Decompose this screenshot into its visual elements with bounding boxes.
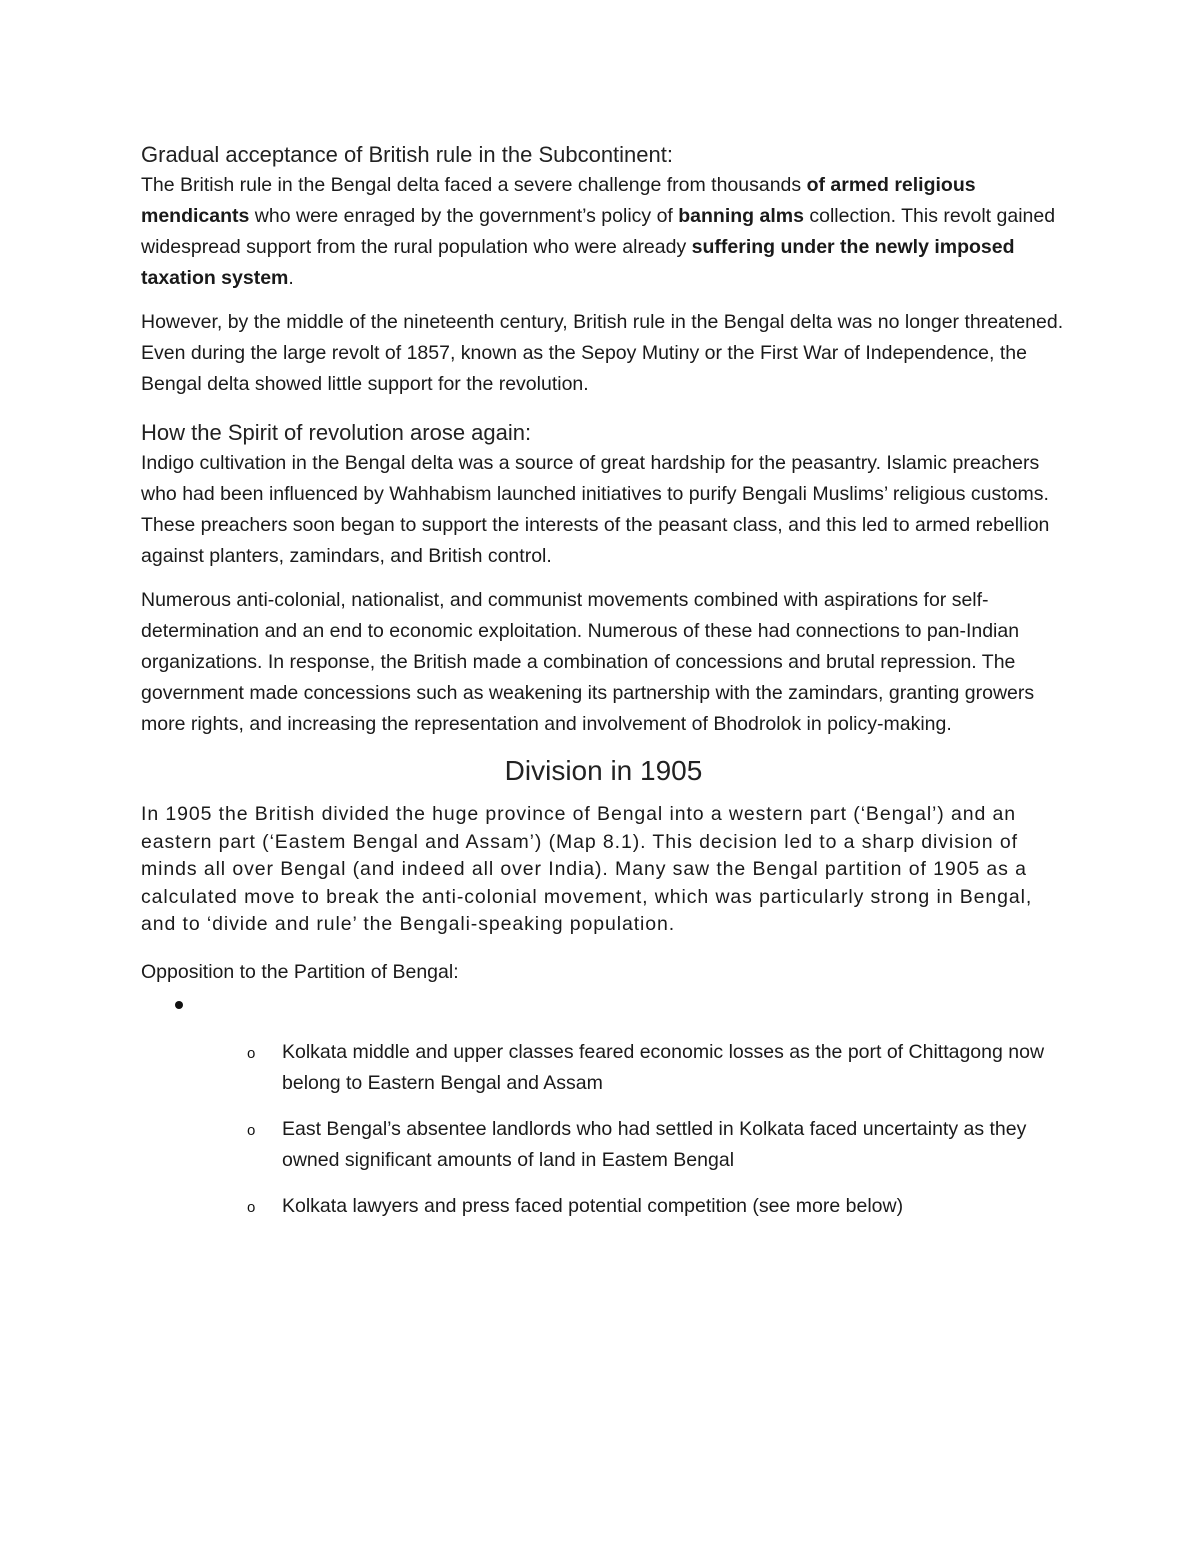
opposition-sub-list	[141, 1037, 1066, 1222]
circle-bullet-icon: o	[247, 1198, 256, 1216]
text-run: The British rule in the Bengal delta faced a severe challenge from thousands	[141, 174, 807, 196]
text-run: who were enraged by the government’s policy of	[249, 205, 679, 227]
paragraph-indigo-cultivation: Indigo cultivation in the Bengal delta was a source of great hardship for the peasantry. Islamic preachers who had been influenced by Wahhabism launched initiatives to purify Bengali Muslims’ religious customs. These preachers soon began to support the interests of the peasant class, and this led to armed rebellion against planters, zamindars, and British control.	[141, 452, 1050, 567]
bold-phrase: banning alms	[678, 205, 804, 227]
list-item	[141, 1114, 1072, 1176]
list-item	[141, 1037, 1072, 1099]
section-heading-spirit-of-revolution: How the Spirit of revolution arose again:	[141, 420, 532, 445]
paragraph-mid-nineteenth-century: However, by the middle of the nineteenth century, British rule in the Bengal delta was no longer threatened. Even during the large revolt of 1857, known as the Sepoy Mutiny or the First War of Independence, the Bengal delta showed little support for the revolution.	[141, 311, 1064, 395]
section-heading-gradual-acceptance: Gradual acceptance of British rule in the Subcontinent:	[141, 142, 673, 167]
circle-bullet-icon: o	[247, 1121, 256, 1139]
list-item-text: Kolkata lawyers and press faced potential competition (see more below)	[282, 1194, 904, 1217]
document-page	[141, 140, 1066, 1237]
opposition-heading: Opposition to the Partition of Bengal:	[141, 960, 459, 983]
section-title-division-1905: Division in 1905	[504, 755, 703, 786]
paragraph-partition-1905: In 1905 the British divided the huge province of Bengal into a western part (‘Bengal’) and an eastern part (‘Eastem Bengal and Assam’) (Map 8.1). This decision led to a sharp division of minds all over Bengal (and indeed all over India). Many saw the Bengal partition of 1905 as a calculated move to break the anti-colonial movement, which was particularly strong in Bengal, and to ‘divide and rule’ the Bengali-speaking population.	[141, 803, 1033, 935]
text-run: .	[288, 267, 294, 289]
circle-bullet-icon: o	[247, 1044, 256, 1062]
list-item	[141, 1191, 1072, 1222]
paragraph-british-rule-challenge	[141, 170, 1066, 294]
bullet-dot-icon	[175, 1001, 183, 1009]
list-item-text: Kolkata middle and upper classes feared economic losses as the port of Chittagong now belong to Eastern Bengal and Assam	[282, 1040, 1045, 1094]
paragraph-anti-colonial-movements: Numerous anti-colonial, nationalist, and communist movements combined with aspirations for self-determination and an end to economic exploitation. Numerous of these had connections to pan-Indian organizations. In response, the British made a combination of concessions and brutal repression. The government made concessions such as weakening its partnership with the zamindars, granting growers more rights, and increasing the representation and involvement of Bhodrolok in policy-making.	[141, 589, 1035, 735]
bold-phrase: suffering under the newly imposed taxation system	[141, 236, 1015, 289]
empty-bullet-item	[141, 987, 1066, 1037]
text-run: collection. This revolt gained widespread support from the rural population who were already	[141, 205, 1056, 258]
list-item-text: East Bengal’s absentee landlords who had settled in Kolkata faced uncertainty as they owned significant amounts of land in Eastem Bengal	[282, 1117, 1027, 1171]
bold-phrase: of armed religious mendicants	[141, 174, 976, 227]
